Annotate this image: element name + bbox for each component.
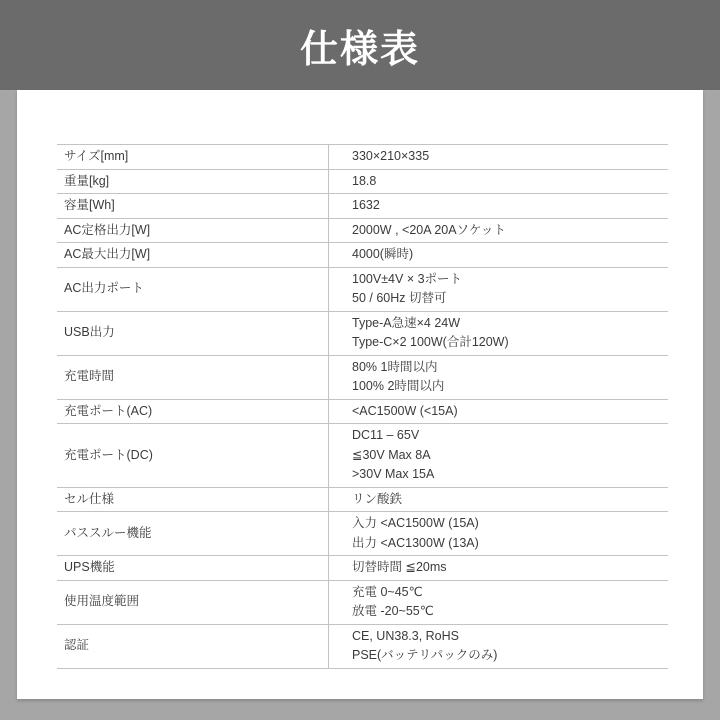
spec-label: 使用温度範囲 — [64, 594, 140, 609]
spec-label: 容量[Wh] — [64, 198, 115, 212]
table-row — [57, 243, 668, 268]
spec-label: パススルー機能 — [64, 525, 152, 540]
spec-value-line: 1632 — [352, 198, 380, 212]
table-row — [57, 312, 668, 356]
spec-value — [328, 312, 668, 355]
spec-value — [328, 488, 668, 512]
spec-value — [328, 243, 668, 267]
spec-value-line: 80% 1時間以内 — [352, 359, 438, 374]
table-row — [57, 512, 668, 556]
spec-value-line: 100V±4V × 3ポート — [352, 271, 463, 286]
spec-value — [328, 400, 668, 424]
spec-value — [328, 268, 668, 311]
spec-value-line: Type-C×2 100W(合計120W) — [352, 335, 509, 349]
header-band — [0, 0, 720, 90]
spec-label: 充電ポート(DC) — [64, 447, 153, 462]
spec-value — [328, 581, 668, 624]
spec-value-line: >30V Max 15A — [352, 467, 435, 481]
spec-value — [328, 356, 668, 399]
spec-label: サイズ[mm] — [64, 149, 129, 163]
spec-value-line: 2000W , <20A 20Aソケット — [352, 222, 506, 237]
table-row — [57, 170, 668, 195]
spec-value — [328, 219, 668, 243]
spec-value — [328, 194, 668, 218]
spec-label: USB出力 — [64, 325, 115, 340]
table-row — [57, 400, 668, 425]
table-row — [57, 488, 668, 513]
spec-value-line: 充電 0~45℃ — [352, 584, 423, 599]
spec-value — [328, 424, 668, 487]
spec-label: セル仕様 — [64, 491, 115, 506]
table-row — [57, 268, 668, 312]
spec-value-line: PSE(バッテリパックのみ) — [352, 648, 498, 662]
spec-value — [328, 170, 668, 194]
spec-label: AC定格出力[W] — [64, 222, 151, 237]
spec-label: 認証 — [64, 638, 90, 653]
spec-value-line: 切替時間 ≦20ms — [352, 560, 447, 574]
spec-value-line: リン酸鉄 — [352, 491, 403, 506]
spec-value-line: 100% 2時間以内 — [352, 379, 445, 393]
spec-value-line: Type-A急速×4 24W — [352, 315, 461, 330]
spec-label: AC出力ポート — [64, 281, 144, 296]
spec-label: AC最大出力[W] — [64, 247, 151, 261]
table-row — [57, 424, 668, 488]
spec-value-line: 18.8 — [352, 173, 377, 188]
spec-value-line: 入力 <AC1500W (15A) — [352, 516, 479, 530]
spec-value — [328, 556, 668, 580]
spec-value — [328, 512, 668, 555]
spec-label: 重量[kg] — [64, 173, 110, 188]
spec-card — [17, 90, 703, 699]
table-row — [57, 356, 668, 400]
page-title: 仕様表 — [299, 28, 420, 71]
spec-label: UPS機能 — [64, 560, 115, 574]
spec-table — [57, 144, 668, 669]
spec-value-line: 4000(瞬時) — [352, 247, 414, 261]
spec-value — [328, 145, 668, 169]
spec-value — [328, 625, 668, 668]
spec-value-line: DC11 – 65V — [352, 428, 420, 442]
spec-value-line: 出力 <AC1300W (13A) — [352, 535, 479, 550]
spec-label: 充電時間 — [64, 369, 115, 384]
table-row — [57, 194, 668, 219]
spec-label: 充電ポート(AC) — [64, 403, 153, 418]
table-row — [57, 581, 668, 625]
table-row — [57, 556, 668, 581]
table-row — [57, 145, 668, 170]
spec-value-line: 50 / 60Hz 切替可 — [352, 291, 447, 305]
spec-value-line: ≦30V Max 8A — [352, 447, 431, 462]
spec-value-line: <AC1500W (<15A) — [352, 403, 458, 418]
table-row — [57, 625, 668, 669]
spec-value-line: 330×210×335 — [352, 149, 430, 163]
table-row — [57, 219, 668, 244]
spec-value-line: CE, UN38.3, RoHS — [352, 628, 459, 643]
spec-value-line: 放電 -20~55℃ — [352, 604, 434, 618]
